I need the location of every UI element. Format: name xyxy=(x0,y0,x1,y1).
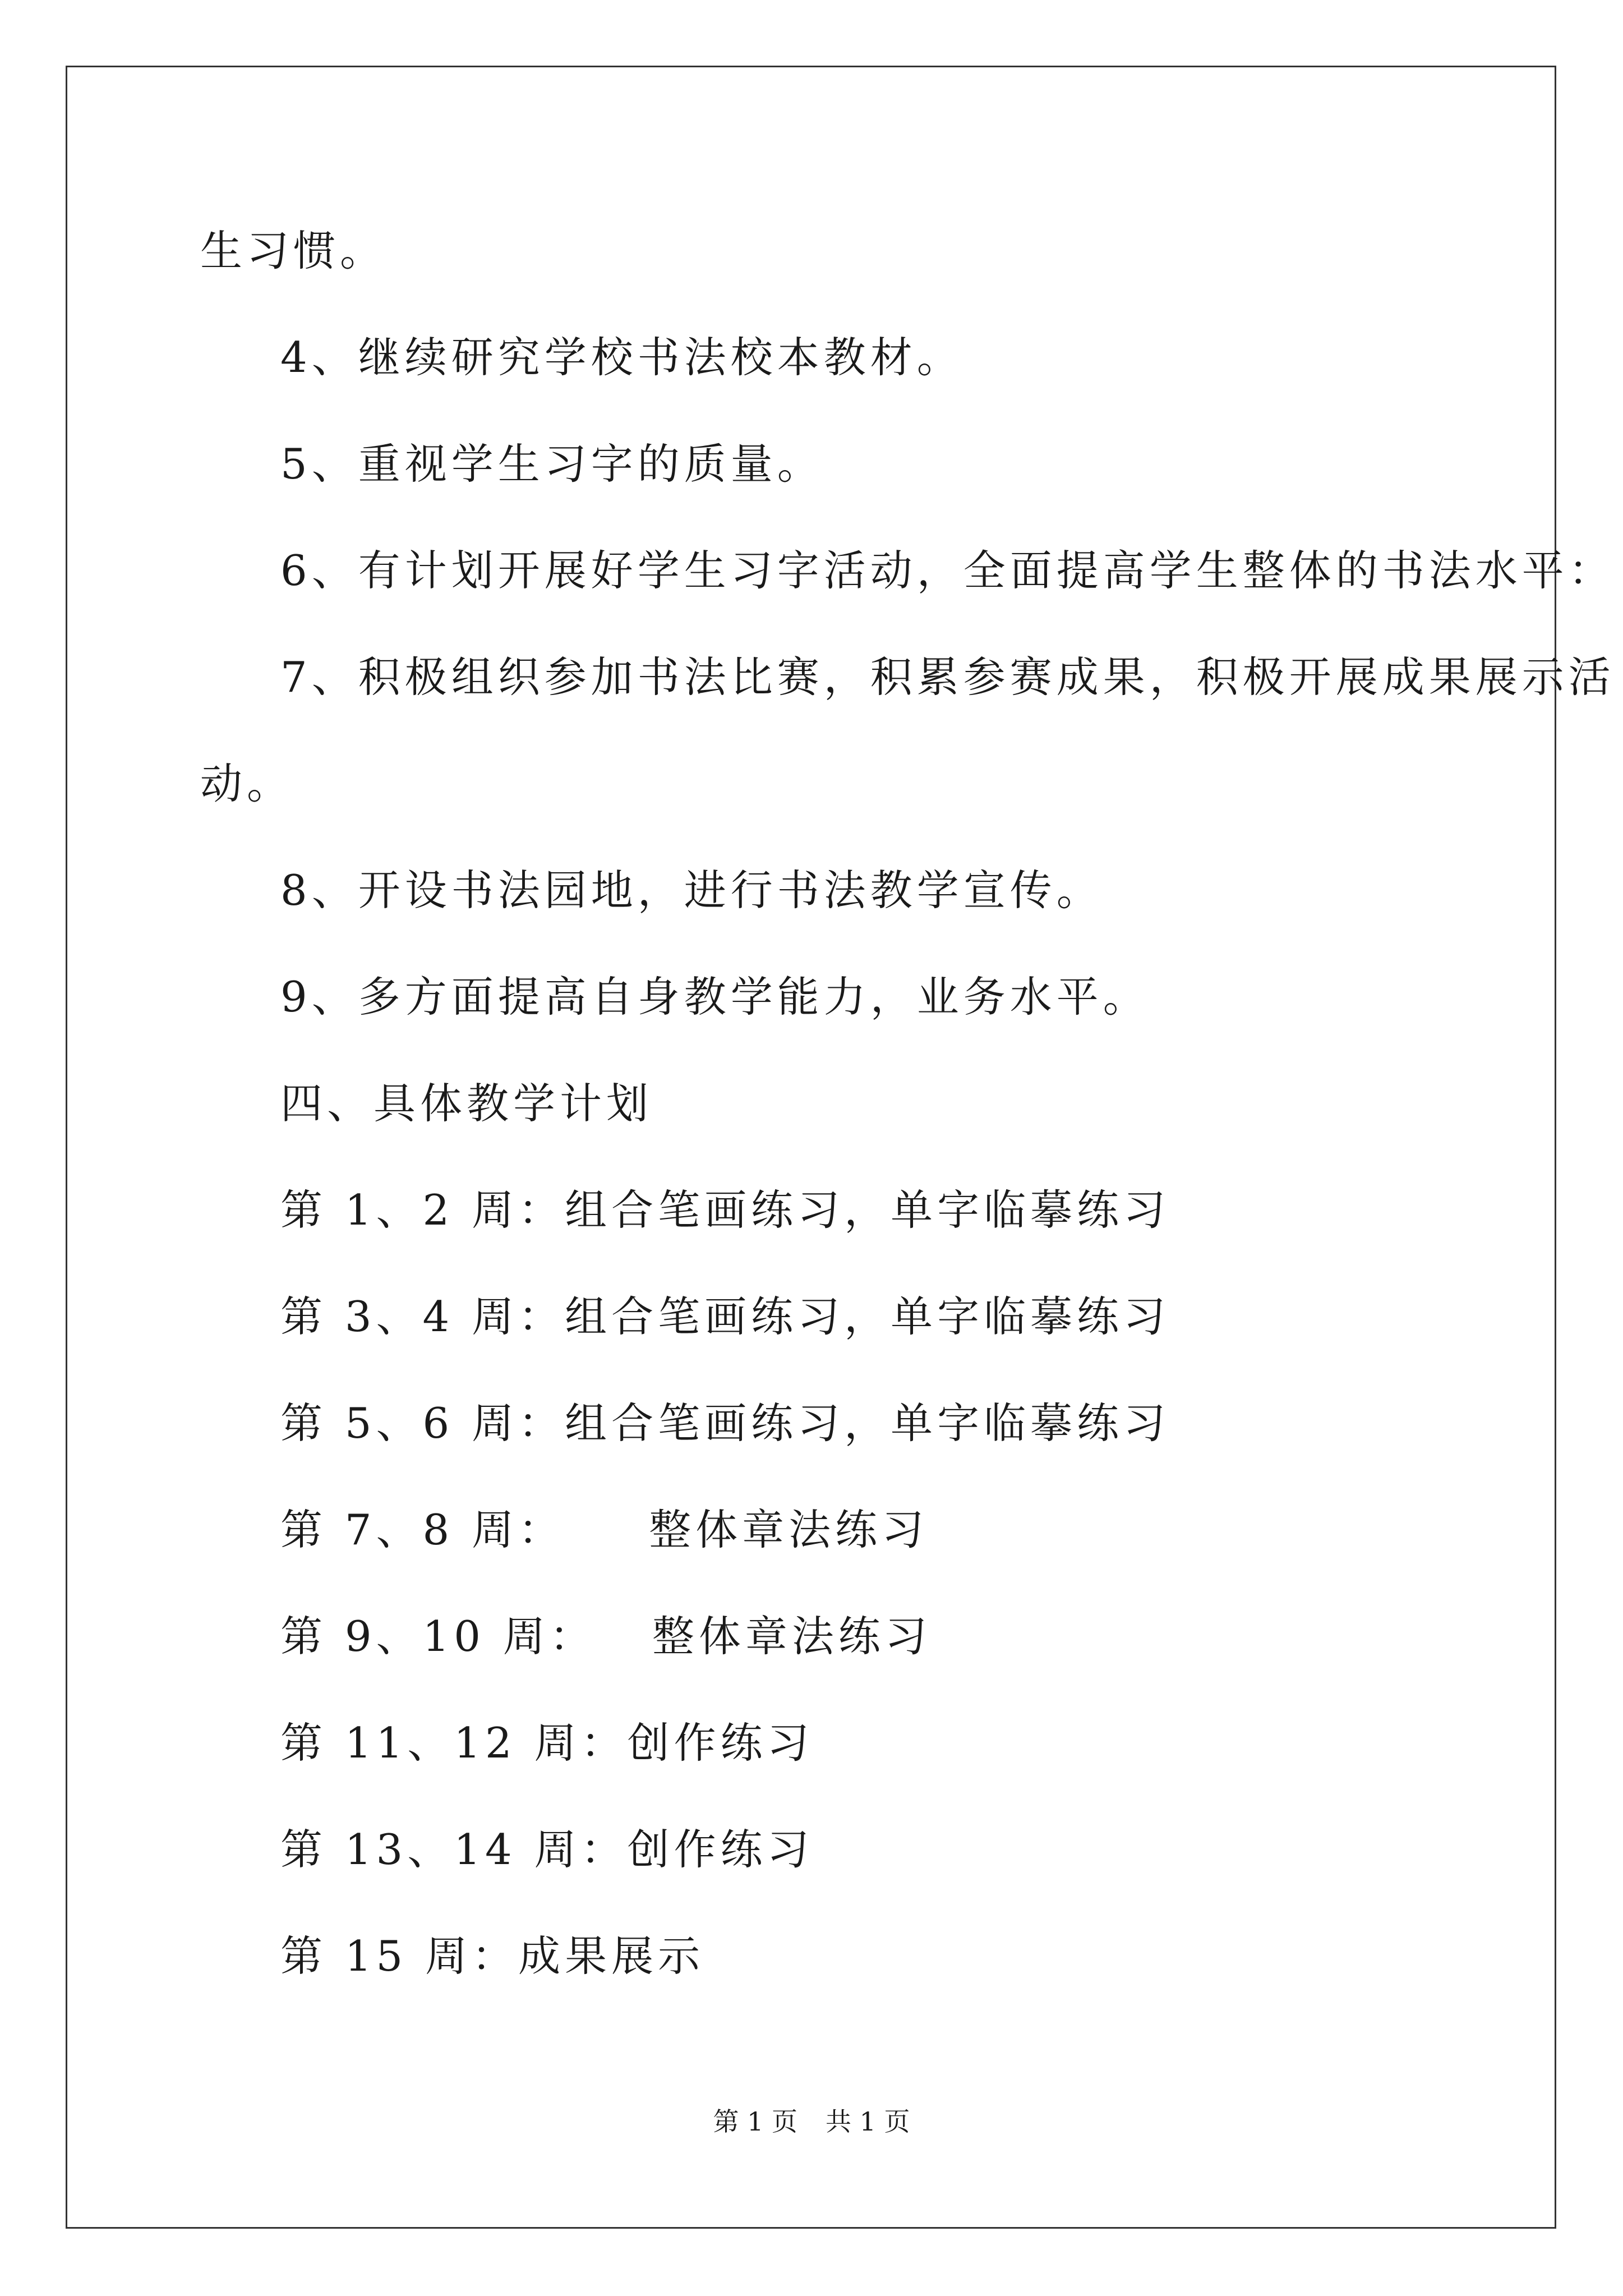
schedule-row xyxy=(280,1185,1170,1235)
schedule-week: 第 5、6 周： xyxy=(280,1398,565,1448)
schedule-week: 第 15 周： xyxy=(280,1931,519,1981)
schedule-row xyxy=(280,1398,1170,1448)
schedule-week: 第 7、8 周： xyxy=(280,1505,565,1554)
schedule-task: 创作练习 xyxy=(627,1718,814,1768)
page-footer xyxy=(0,2105,1623,2138)
schedule-task: 整体章法练习 xyxy=(649,1505,929,1554)
schedule-week: 第 13、14 周： xyxy=(280,1825,628,1874)
schedule-row xyxy=(280,1718,814,1768)
schedule-task: 组合笔画练习，单字临摹练习 xyxy=(565,1185,1170,1235)
schedule-row xyxy=(280,1931,704,1981)
schedule-task: 组合笔画练习，单字临摹练习 xyxy=(565,1292,1170,1341)
paragraph-item-8: 8、开设书法园地，进行书法教学宣传。 xyxy=(280,866,1103,915)
schedule-row xyxy=(280,1504,928,1555)
schedule-row xyxy=(280,1291,1170,1342)
schedule-row xyxy=(280,1824,814,1875)
page-total: 共 1 页 xyxy=(826,2106,910,2137)
schedule-week: 第 9、10 周： xyxy=(280,1612,596,1661)
paragraph-item-4: 4、继续研究学校书法校本教材。 xyxy=(280,333,963,382)
paragraph-item-9: 9、多方面提高自身教学能力，业务水平。 xyxy=(280,972,1150,1022)
schedule-task: 创作练习 xyxy=(627,1825,814,1874)
page-number: 第 1 页 xyxy=(713,2106,797,2137)
schedule-week: 第 3、4 周： xyxy=(280,1292,565,1341)
schedule-task: 整体章法练习 xyxy=(652,1612,932,1661)
section-heading: 四、具体教学计划 xyxy=(280,1079,653,1128)
schedule-task: 组合笔画练习，单字临摹练习 xyxy=(565,1398,1170,1448)
paragraph-item-7-line2: 动。 xyxy=(200,759,294,808)
paragraph-item-5: 5、重视学生习字的质量。 xyxy=(280,439,824,489)
paragraph-continuation: 生习惯。 xyxy=(200,226,387,275)
paragraph-item-7-line1: 7、积极组织参加书法比赛，积累参赛成果，积极开展成果展示活 xyxy=(280,652,1615,702)
schedule-task: 成果展示 xyxy=(518,1931,705,1981)
page-border xyxy=(66,66,1556,2229)
schedule-week: 第 11、12 周： xyxy=(280,1718,628,1768)
schedule-row xyxy=(280,1611,932,1662)
paragraph-item-6: 6、有计划开展好学生习字活动，全面提高学生整体的书法水平： xyxy=(280,546,1615,595)
schedule-week: 第 1、2 周： xyxy=(280,1185,565,1235)
